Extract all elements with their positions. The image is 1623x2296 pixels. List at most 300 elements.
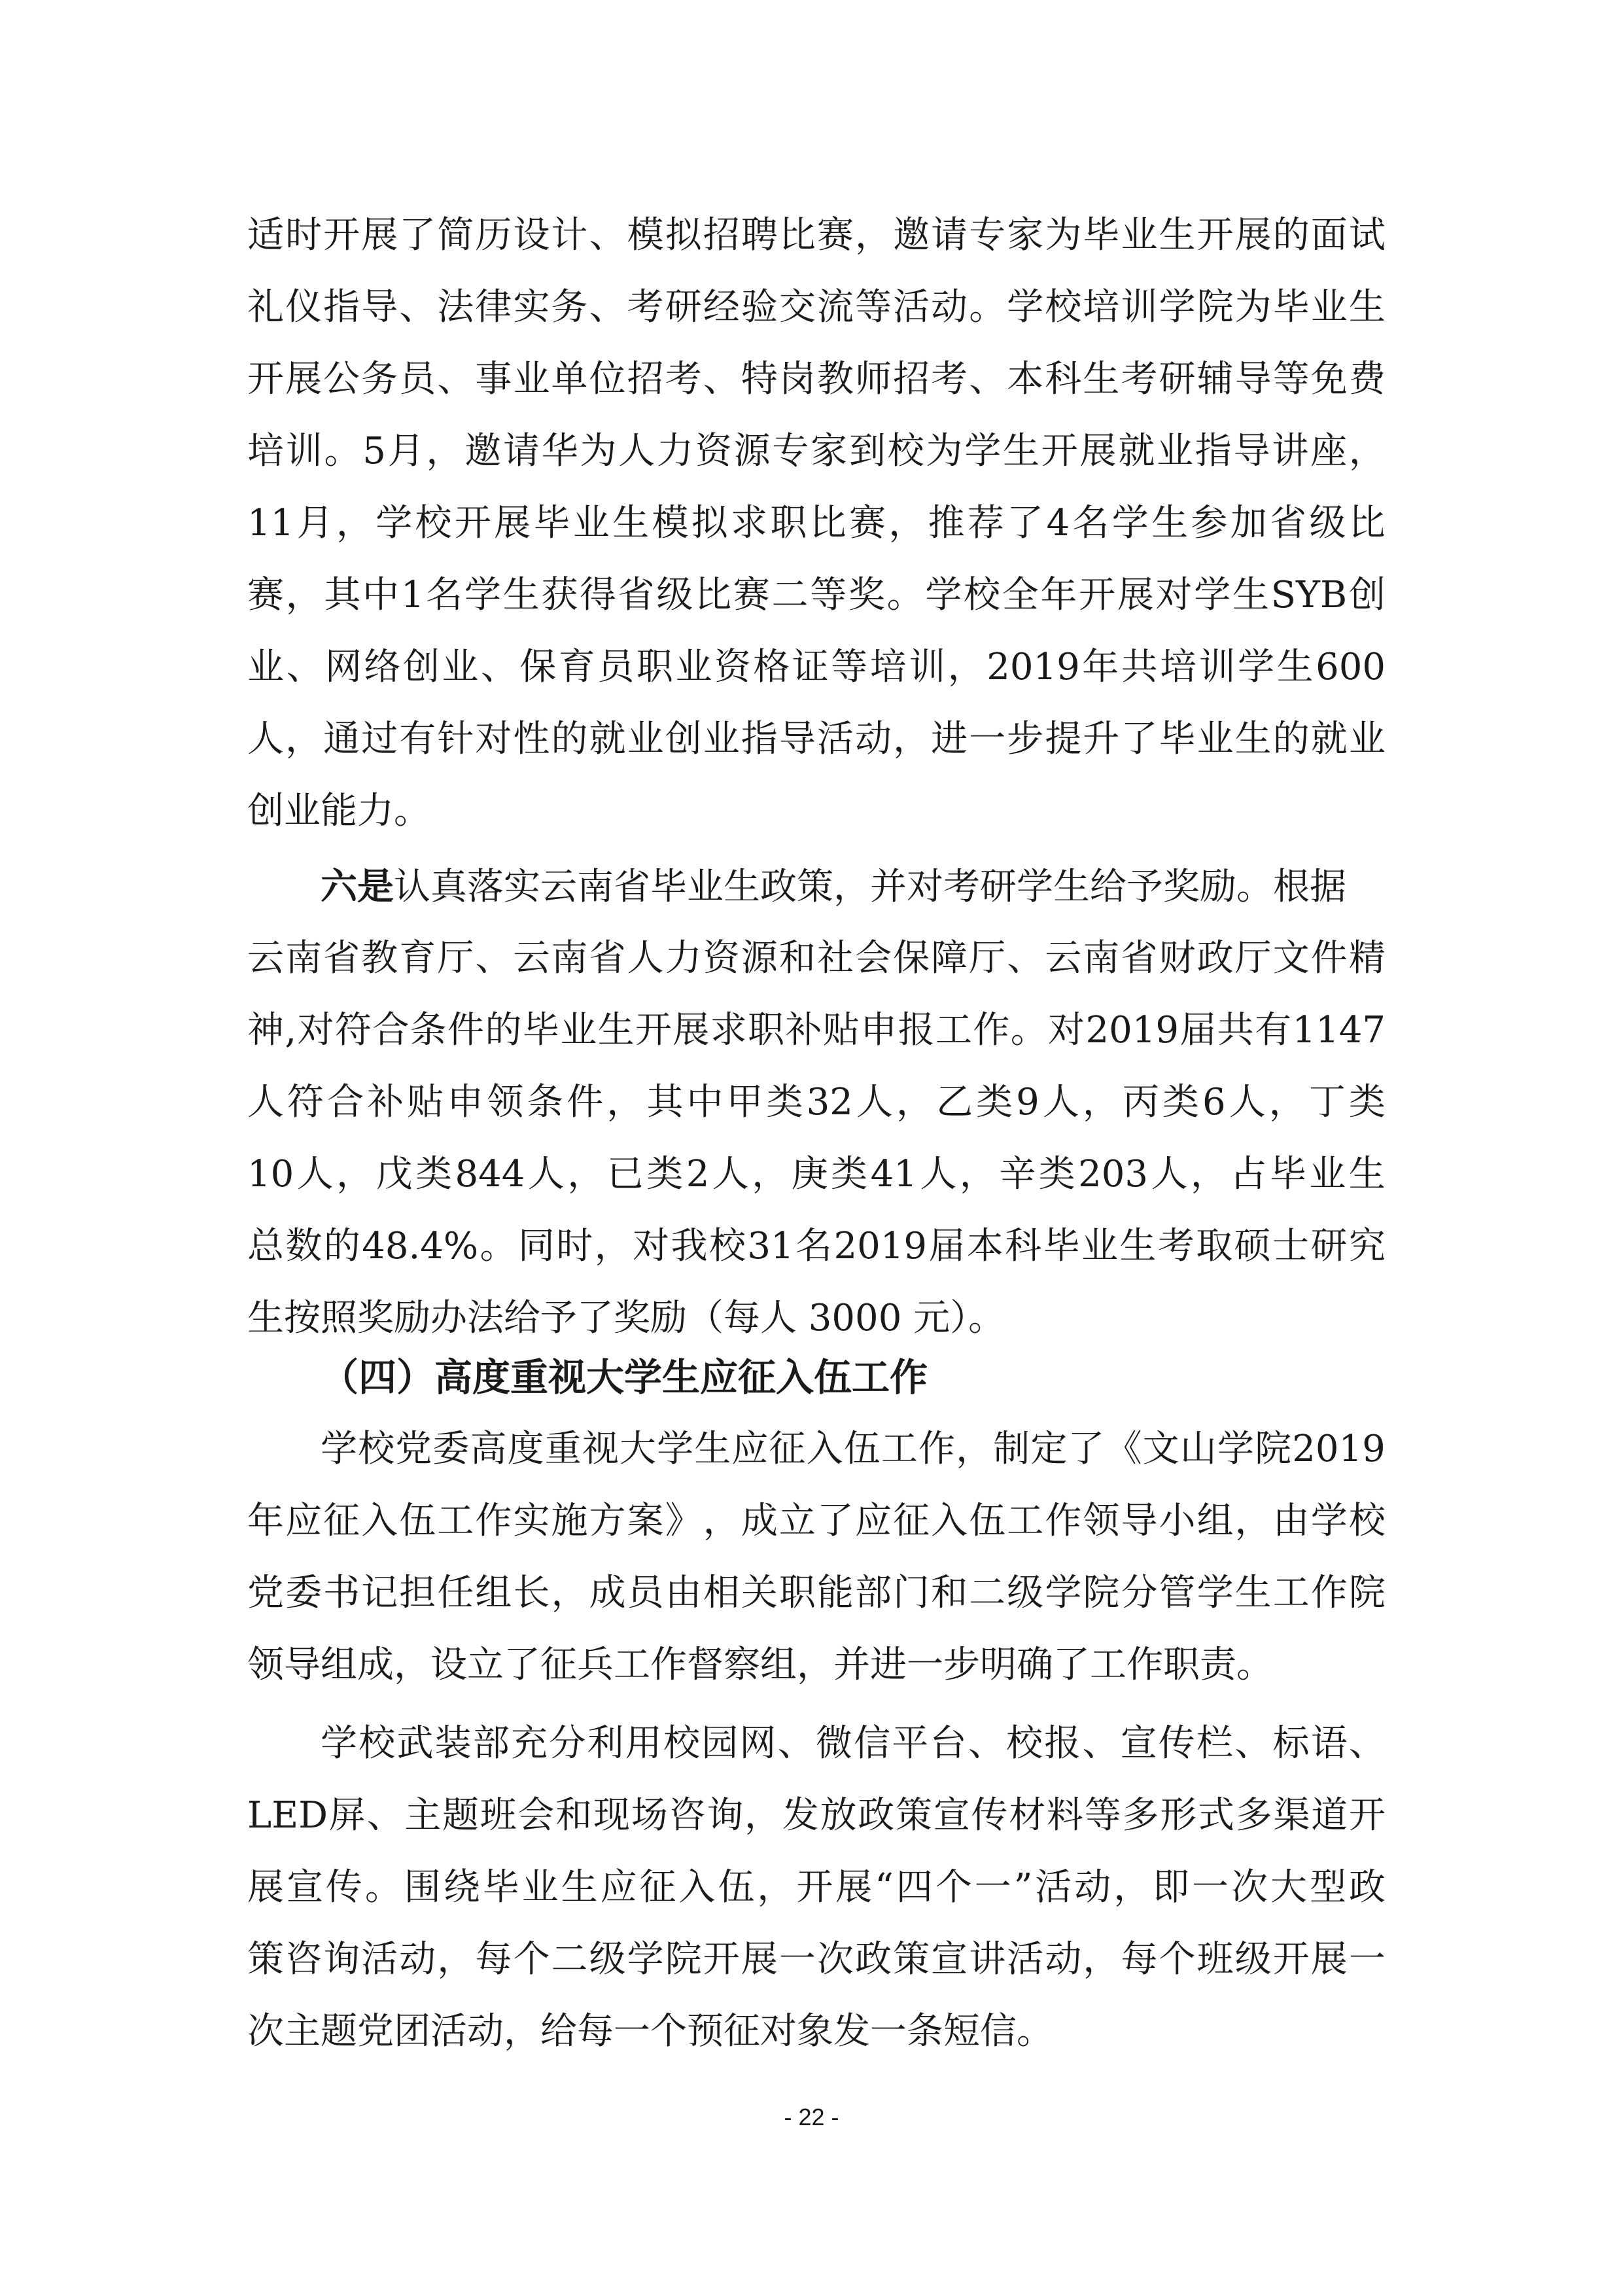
glyph: 年	[247, 1500, 284, 1542]
glyph: 其	[324, 574, 361, 616]
glyph: 名	[795, 1225, 833, 1267]
glyph: 一	[969, 718, 1006, 760]
glyph: ，	[285, 718, 323, 760]
glyph: 现	[593, 1794, 630, 1837]
glyph: 培	[247, 430, 284, 472]
glyph: 试	[1348, 214, 1386, 256]
glyph: 通	[323, 718, 360, 760]
glyph: 力	[665, 937, 702, 980]
glyph: 占	[1230, 1153, 1267, 1195]
glyph: 展	[247, 1866, 284, 1909]
glyph: 育	[399, 937, 436, 980]
glyph: 丁	[1308, 1081, 1346, 1123]
glyph: 作	[918, 1428, 955, 1470]
glyph: 咨	[285, 1938, 323, 1981]
glyph: 校	[1005, 1722, 1043, 1765]
glyph: 展	[672, 1009, 710, 1051]
glyph: 月	[387, 430, 425, 472]
glyph: 校	[964, 574, 1000, 616]
glyph: 2	[686, 1153, 710, 1195]
glyph: ，	[956, 1428, 993, 1470]
glyph: 云	[247, 937, 284, 980]
glyph: ，	[1083, 1938, 1120, 1981]
glyph: 院	[1196, 286, 1234, 328]
glyph: 开	[796, 1866, 833, 1909]
glyph: 年	[1082, 646, 1119, 688]
glyph: 邀	[893, 214, 930, 256]
glyph: 指	[323, 286, 360, 328]
glyph: 获	[541, 574, 578, 616]
glyph: 贴	[822, 1009, 860, 1051]
glyph: SYB	[1270, 574, 1348, 616]
glyph: 传	[1158, 1722, 1195, 1765]
paragraph-1-line-4	[247, 415, 1386, 487]
section-heading: （四）高度重视大学生应征入伍工作	[321, 1355, 928, 1400]
glyph: 展	[494, 502, 531, 544]
glyph: 记	[361, 1572, 398, 1614]
glyph: 相	[703, 1572, 740, 1614]
glyph: 844	[455, 1153, 525, 1195]
glyph: 48.4%	[362, 1225, 479, 1267]
glyph: 业	[513, 358, 550, 400]
glyph: 全	[1002, 574, 1039, 616]
glyph: 人	[1151, 1153, 1188, 1195]
glyph: ，	[606, 1081, 644, 1123]
glyph: 工	[935, 1009, 972, 1051]
glyph: 对	[297, 1009, 334, 1051]
glyph: 毕	[1083, 214, 1120, 256]
glyph: 开	[703, 1938, 740, 1981]
glyph: 和	[778, 937, 816, 980]
glyph: 为	[1045, 214, 1082, 256]
glyph: 语	[1310, 1722, 1348, 1765]
glyph: 31	[747, 1225, 794, 1267]
glyph: 栏	[1196, 1722, 1234, 1765]
glyph: ”	[1013, 1866, 1033, 1909]
glyph: 资	[695, 430, 732, 472]
glyph: 训	[285, 430, 323, 472]
glyph: 放	[820, 1794, 857, 1837]
glyph: 动	[931, 286, 968, 328]
glyph: 生	[502, 574, 540, 616]
glyph: 类	[1348, 1081, 1386, 1123]
glyph: 伍	[718, 1866, 755, 1909]
glyph: 学	[657, 1428, 694, 1470]
glyph: 专	[969, 214, 1006, 256]
glyph: 南	[551, 937, 588, 980]
glyph: 毕	[1269, 1153, 1306, 1195]
glyph: 动	[855, 718, 892, 760]
glyph: 工	[1007, 1500, 1044, 1542]
glyph: 一	[1348, 1938, 1386, 1981]
glyph: 校	[358, 1428, 395, 1470]
glyph: 人	[618, 430, 655, 472]
glyph: 南	[285, 937, 323, 980]
glyph: 主	[404, 1794, 442, 1837]
glyph: 实	[513, 1500, 550, 1542]
glyph: 名	[1072, 502, 1109, 544]
glyph: 利	[587, 1722, 624, 1765]
glyph: 共	[1217, 1009, 1254, 1051]
glyph: 业	[1309, 1153, 1346, 1195]
glyph: 材	[1009, 1794, 1046, 1837]
glyph: 征	[323, 1500, 360, 1542]
glyph: 保	[893, 937, 930, 980]
glyph: 1147	[1292, 1009, 1386, 1051]
glyph: 会	[855, 937, 892, 980]
glyph: 形	[1160, 1794, 1197, 1837]
glyph: 资	[714, 646, 751, 688]
glyph: 校	[887, 430, 924, 472]
glyph: 已	[606, 1153, 644, 1195]
glyph: 届	[1179, 1009, 1217, 1051]
glyph: 宣	[933, 1794, 970, 1837]
glyph: 生	[597, 1009, 635, 1051]
glyph: LED	[247, 1794, 328, 1837]
glyph: 岗	[778, 358, 816, 400]
glyph: 长	[513, 1572, 550, 1614]
glyph: 委	[285, 1572, 323, 1614]
glyph: 人	[1229, 1081, 1266, 1123]
glyph: 有	[1255, 1009, 1292, 1051]
glyph: 对	[1155, 574, 1193, 616]
glyph: 四	[896, 1866, 933, 1909]
glyph: 到	[848, 430, 886, 472]
glyph: 料	[1046, 1794, 1083, 1837]
glyph: 管	[1159, 1572, 1196, 1614]
glyph: 交	[778, 286, 816, 328]
glyph: 赛	[733, 574, 770, 616]
glyph: 策	[893, 1938, 930, 1981]
glyph: 征	[639, 1866, 676, 1909]
glyph: 经	[703, 286, 740, 328]
glyph: 求	[731, 502, 768, 544]
glyph: 创	[1348, 574, 1386, 616]
glyph: 等	[831, 646, 868, 688]
paragraph-2-line-3	[247, 995, 1386, 1067]
glyph: 合	[327, 1081, 364, 1123]
glyph: 园	[701, 1722, 739, 1765]
glyph: 的	[1272, 214, 1310, 256]
glyph: 工	[881, 1428, 918, 1470]
glyph: 政	[1196, 937, 1234, 980]
glyph: 讲	[969, 1938, 1006, 1981]
glyph: 关	[741, 1572, 778, 1614]
glyph: 学	[964, 430, 1002, 472]
glyph: 网	[324, 646, 362, 688]
glyph: 辅	[1196, 358, 1234, 400]
glyph: 人	[856, 1081, 893, 1123]
glyph: 活	[1035, 1866, 1072, 1909]
glyph: 拟	[665, 214, 702, 256]
glyph: 生	[1119, 1225, 1157, 1267]
glyph: 报	[1044, 1722, 1081, 1765]
glyph: 、	[777, 1722, 814, 1765]
glyph: 导	[1233, 430, 1270, 472]
glyph: 师	[855, 358, 892, 400]
glyph: 展	[835, 1866, 873, 1909]
glyph: 、	[1007, 937, 1044, 980]
glyph: 学	[1194, 574, 1231, 616]
glyph: 研	[1310, 1225, 1348, 1267]
glyph: 职	[636, 646, 673, 688]
glyph: 宣	[286, 1866, 323, 1909]
glyph: 业	[1348, 718, 1386, 760]
glyph: 乙	[936, 1081, 973, 1123]
glyph: 网	[739, 1722, 777, 1765]
glyph: 院	[1255, 1428, 1292, 1470]
glyph: 学	[321, 1428, 357, 1470]
glyph: 装	[434, 1722, 472, 1765]
glyph: 校	[1348, 1500, 1386, 1542]
glyph: 我	[671, 1225, 708, 1267]
glyph: 多	[1122, 1794, 1159, 1837]
glyph: 类	[831, 1153, 868, 1195]
glyph: 财	[1159, 937, 1196, 980]
glyph: 、	[480, 646, 517, 688]
glyph: 的	[323, 1225, 360, 1267]
glyph: 、	[968, 1722, 1005, 1765]
glyph: 导	[361, 286, 398, 328]
glyph: 展	[1079, 430, 1117, 472]
glyph: 生	[1234, 718, 1272, 760]
glyph: 硕	[1234, 1225, 1271, 1267]
glyph: 指	[741, 718, 778, 760]
glyph: 2019	[1292, 1428, 1386, 1470]
glyph: 业	[703, 718, 740, 760]
glyph: 山	[1179, 1428, 1217, 1470]
glyph: 个	[513, 1938, 550, 1981]
glyph: 开	[323, 214, 360, 256]
glyph: 了	[1007, 502, 1044, 544]
glyph: 。	[324, 430, 361, 472]
glyph: 院	[1083, 1572, 1120, 1614]
glyph: 开	[1272, 1938, 1310, 1981]
glyph: 简	[437, 214, 474, 256]
glyph: 计	[551, 214, 588, 256]
glyph: 申	[447, 1081, 484, 1123]
glyph: 武	[396, 1722, 434, 1765]
glyph: 华	[541, 430, 578, 472]
glyph: 招	[703, 214, 740, 256]
glyph: 展	[1117, 574, 1154, 616]
paragraph-1-line-5	[247, 487, 1386, 559]
glyph: 为	[926, 430, 963, 472]
glyph: 训	[1121, 286, 1158, 328]
glyph: 单	[551, 358, 588, 400]
glyph: 导	[1121, 1500, 1158, 1542]
glyph: 。	[886, 574, 924, 616]
glyph: 中	[686, 1081, 724, 1123]
glyph: 分	[549, 1722, 586, 1765]
glyph: 生	[1083, 358, 1120, 400]
glyph: 业	[1310, 286, 1348, 328]
glyph: 入	[806, 1428, 843, 1470]
glyph: 本	[1007, 358, 1044, 400]
glyph: 部	[472, 1722, 510, 1765]
glyph: 等	[1084, 1794, 1121, 1837]
glyph: ，	[752, 1153, 789, 1195]
glyph: 考	[1157, 1225, 1195, 1267]
glyph: 等	[1272, 358, 1310, 400]
glyph: 开	[1348, 1794, 1386, 1837]
glyph: 32	[806, 1081, 853, 1123]
glyph: 家	[1007, 214, 1044, 256]
glyph: ，	[285, 574, 323, 616]
glyph: 生	[1348, 286, 1386, 328]
glyph: 文	[1142, 1428, 1179, 1470]
paragraph-1-line-9: 创业能力。	[247, 790, 430, 832]
glyph: ，	[567, 1153, 604, 1195]
glyph: 校	[1045, 286, 1082, 328]
glyph: 台	[930, 1722, 967, 1765]
glyph: 学	[1045, 1572, 1082, 1614]
glyph: 务	[361, 358, 398, 400]
glyph: 省	[1270, 502, 1307, 544]
glyph: 作	[1045, 1500, 1082, 1542]
glyph: ，	[1082, 1081, 1119, 1123]
glyph: 院	[665, 1938, 702, 1981]
glyph: 学	[1007, 286, 1044, 328]
glyph: 发	[782, 1794, 819, 1837]
glyph: 由	[665, 1572, 702, 1614]
glyph: 学	[1310, 1500, 1348, 1542]
glyph: 省	[323, 937, 360, 980]
glyph: 求	[710, 1009, 747, 1051]
glyph: 、	[589, 214, 626, 256]
glyph: 年	[1040, 574, 1077, 616]
glyph: 应	[285, 1500, 323, 1542]
glyph: 10	[247, 1153, 294, 1195]
glyph: 动	[399, 1938, 436, 1981]
glyph: 展	[361, 214, 398, 256]
glyph: 同	[517, 1225, 555, 1267]
paragraph-2-line-4	[247, 1067, 1386, 1139]
glyph: 毕	[533, 502, 570, 544]
paragraph-1-line-1	[247, 200, 1386, 272]
glyph: 省	[618, 574, 655, 616]
glyph: 云	[513, 937, 550, 980]
paragraph-3-line-1	[321, 1413, 1386, 1485]
glyph: 赛	[247, 574, 284, 616]
glyph: 模	[627, 214, 664, 256]
glyph: 毕	[522, 1009, 559, 1051]
glyph: 生	[1232, 574, 1269, 616]
glyph: 得	[579, 574, 616, 616]
glyph: 的	[485, 1009, 522, 1051]
glyph: 庚	[791, 1153, 828, 1195]
glyph: ,	[285, 1009, 297, 1051]
glyph: 。	[1010, 1009, 1047, 1051]
glyph: ，	[896, 1081, 934, 1123]
glyph: 视	[582, 1428, 619, 1470]
glyph: 级	[589, 1938, 626, 1981]
glyph: 务	[551, 286, 588, 328]
glyph: 生	[561, 1866, 598, 1909]
glyph: ，	[336, 1153, 374, 1195]
glyph: 生	[694, 1428, 731, 1470]
glyph: 历	[475, 214, 512, 256]
glyph: ，	[744, 1794, 781, 1837]
glyph: 政	[858, 1794, 895, 1837]
glyph: 创	[402, 646, 440, 688]
glyph: 研	[665, 286, 702, 328]
glyph: 训	[909, 646, 946, 688]
glyph: 了	[816, 1500, 854, 1542]
glyph: 、	[703, 358, 740, 400]
glyph: 施	[551, 1500, 588, 1542]
glyph: 业	[247, 646, 284, 688]
glyph: 和	[931, 1572, 968, 1614]
glyph: 微	[815, 1722, 852, 1765]
glyph: 取	[1196, 1225, 1233, 1267]
glyph: 数	[285, 1225, 323, 1267]
glyph: 奖	[848, 574, 885, 616]
glyph: 重	[544, 1428, 582, 1470]
glyph: 高	[470, 1428, 507, 1470]
paragraph-4-line-5: 次主题党团活动，给每一个预征对象发一条短信。	[247, 2010, 1053, 2053]
glyph: 生	[1159, 214, 1196, 256]
glyph: 入	[931, 1500, 968, 1542]
glyph: 、	[589, 286, 626, 328]
glyph: 业	[1157, 430, 1194, 472]
glyph: 指	[1195, 430, 1232, 472]
glyph: 、	[475, 937, 512, 980]
glyph: ，	[437, 1938, 474, 1981]
glyph: ，	[959, 1153, 996, 1195]
glyph: 、	[969, 358, 1006, 400]
glyph: 业	[521, 1866, 559, 1909]
glyph: 等	[810, 574, 847, 616]
paragraph-2-line-2	[247, 923, 1386, 995]
glyph: 、	[437, 358, 474, 400]
glyph: 业	[1081, 1225, 1118, 1267]
glyph: 组	[475, 1572, 512, 1614]
glyph: 屏	[328, 1794, 366, 1837]
glyph: 就	[589, 718, 626, 760]
glyph: 毕	[482, 1866, 519, 1909]
glyph: 比	[778, 214, 816, 256]
glyph: 教	[361, 937, 398, 980]
glyph: 人	[1042, 1081, 1079, 1123]
glyph: 场	[631, 1794, 668, 1837]
glyph: 等	[855, 286, 892, 328]
glyph: 南	[1083, 937, 1120, 980]
glyph: 家	[811, 430, 848, 472]
glyph: 条	[527, 1081, 564, 1123]
glyph: 级	[1007, 1572, 1044, 1614]
glyph: ，	[1234, 1500, 1272, 1542]
paragraph-4-line-4	[247, 1924, 1386, 1996]
glyph: 、	[399, 286, 436, 328]
glyph: 了	[1121, 718, 1158, 760]
glyph: 开	[454, 502, 491, 544]
glyph: 共	[1121, 646, 1158, 688]
glyph: 研	[1159, 358, 1196, 400]
glyph: 渠	[1273, 1794, 1310, 1837]
glyph: 、	[286, 646, 323, 688]
glyph: 分	[1121, 1572, 1158, 1614]
paragraph-1-line-7	[247, 631, 1386, 703]
glyph: 模	[652, 502, 689, 544]
glyph: ，	[888, 502, 926, 544]
glyph: 甲	[726, 1081, 763, 1123]
glyph: 道	[1311, 1794, 1348, 1837]
glyph: 平	[892, 1722, 929, 1765]
glyph: ，	[1113, 1866, 1151, 1909]
glyph: 位	[589, 358, 626, 400]
glyph: 政	[855, 1938, 892, 1981]
